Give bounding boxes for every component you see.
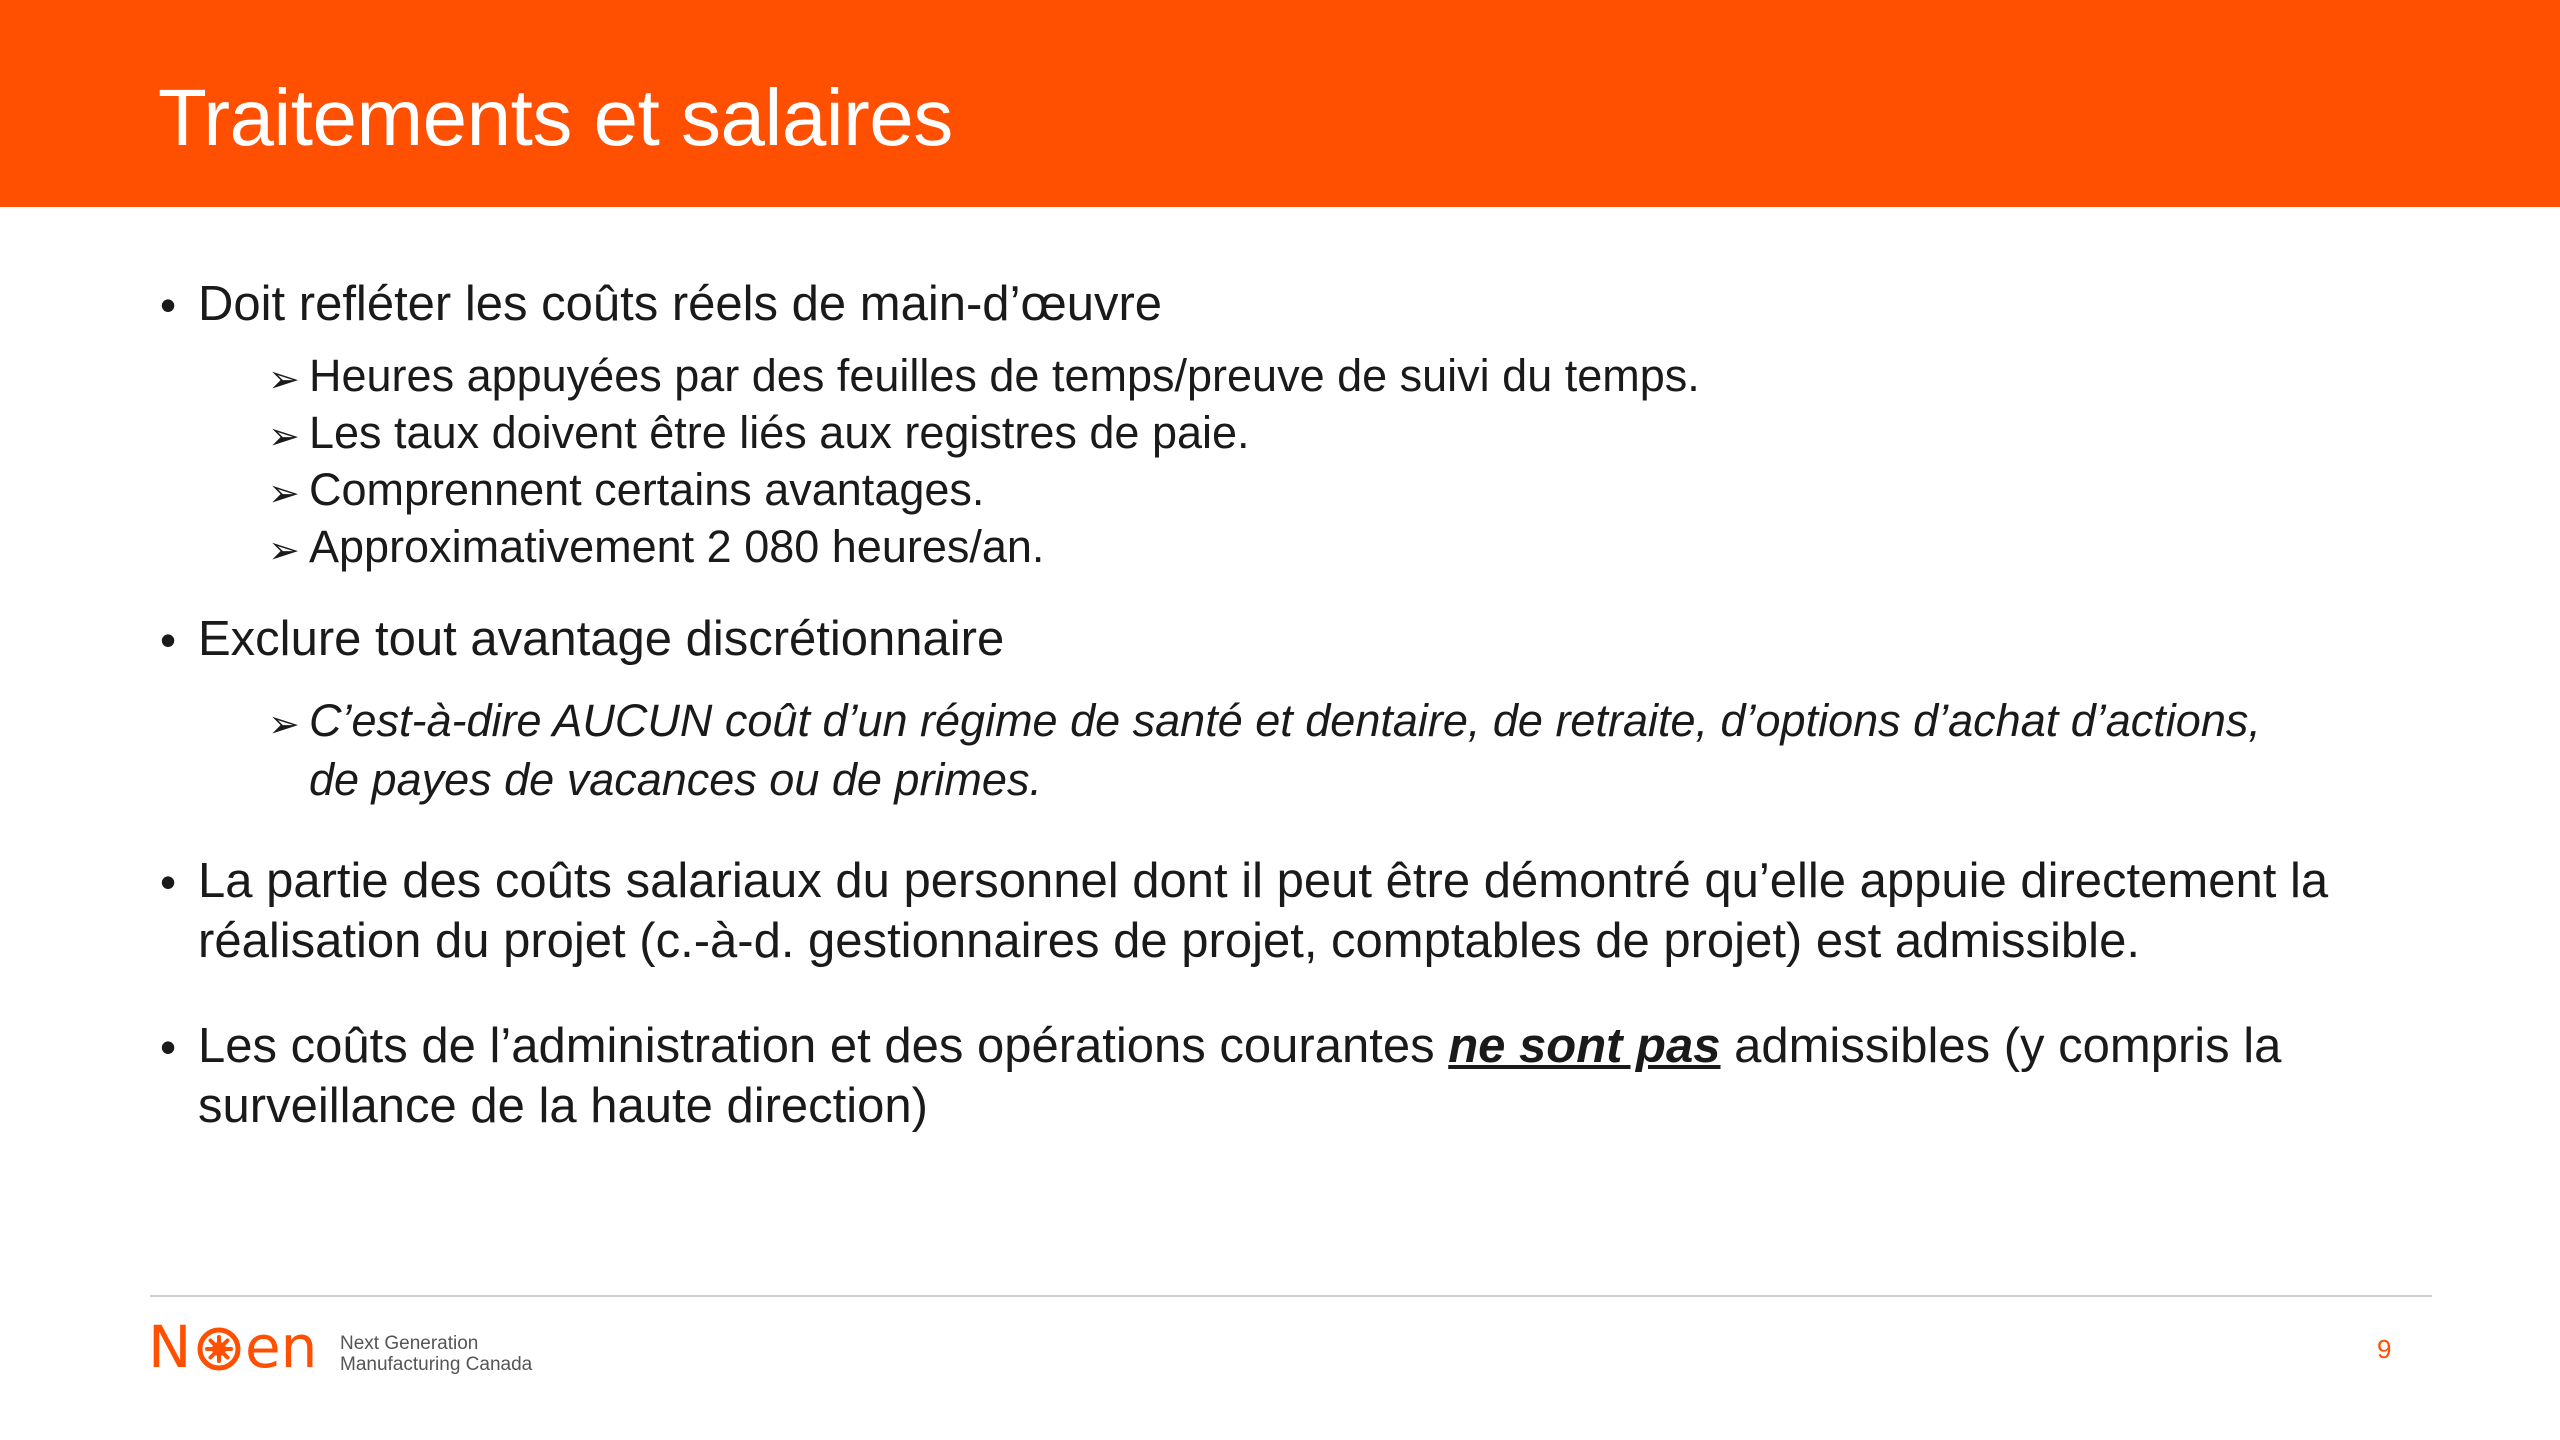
slide-title: Traitements et salaires — [158, 73, 953, 162]
arrow-bullet-icon: ➢ — [268, 530, 300, 572]
bullet-3-line-1: La partie des coûts salariaux du personnel dont il peut être démontré qu’elle appuie directement la — [198, 854, 2329, 908]
logo-letter-n: N — [148, 1313, 192, 1381]
bullet-2-text: Exclure tout avantage discrétionnaire — [198, 612, 1005, 666]
logo-letters-en: en — [245, 1313, 318, 1381]
bullet-1-text: Doit refléter les coûts réels de main-d’œuvre — [198, 277, 1163, 331]
logo-tagline-line-1: Next Generation — [340, 1333, 479, 1354]
bullet-icon: • — [160, 614, 177, 666]
bullet-icon: • — [160, 856, 177, 908]
title-banner — [0, 0, 2560, 207]
bullet-4-line-1 — [198, 1019, 2282, 1073]
arrow-bullet-icon: ➢ — [268, 359, 300, 401]
bullet-icon: • — [160, 279, 177, 331]
bullet-2-sub-line-2: de payes de vacances ou de primes. — [309, 754, 1042, 805]
bullet-4-line-2: surveillance de la haute direction) — [198, 1079, 928, 1133]
footer-divider — [150, 1295, 2432, 1297]
bullet-1-sub-3: Comprennent certains avantages. — [309, 464, 985, 515]
arrow-bullet-icon: ➢ — [268, 473, 300, 515]
bullet-4-line-1-after: admissibles (y compris la — [1720, 1019, 2282, 1073]
logo-tagline — [340, 1333, 532, 1375]
bullet-1-sub-4: Approximativement 2 080 heures/an. — [309, 521, 1045, 572]
gear-icon — [195, 1325, 243, 1373]
bullet-4-emphasis: ne sont pas — [1448, 1019, 1721, 1073]
bullet-icon: • — [160, 1021, 177, 1073]
page-number: 9 — [2377, 1334, 2392, 1364]
arrow-bullet-icon: ➢ — [268, 704, 300, 746]
arrow-bullet-icon: ➢ — [268, 416, 300, 458]
bullet-1-sub-1: Heures appuyées par des feuilles de temps/preuve de suivi du temps. — [309, 350, 1700, 401]
bullet-3-line-2: réalisation du projet (c.-à-d. gestionnaires de projet, comptables de projet) est admissible. — [198, 914, 2140, 968]
bullet-1-sub-2: Les taux doivent être liés aux registres de paie. — [309, 407, 1250, 458]
logo-tagline-line-2: Manufacturing Canada — [340, 1354, 533, 1375]
bullet-4-line-1-before: Les coûts de l’administration et des opérations courantes — [198, 1019, 1449, 1073]
bullet-2-sub-line-1: C’est-à-dire AUCUN coût d’un régime de santé et dentaire, de retraite, d’options d’achat d’actions, — [309, 695, 2261, 746]
